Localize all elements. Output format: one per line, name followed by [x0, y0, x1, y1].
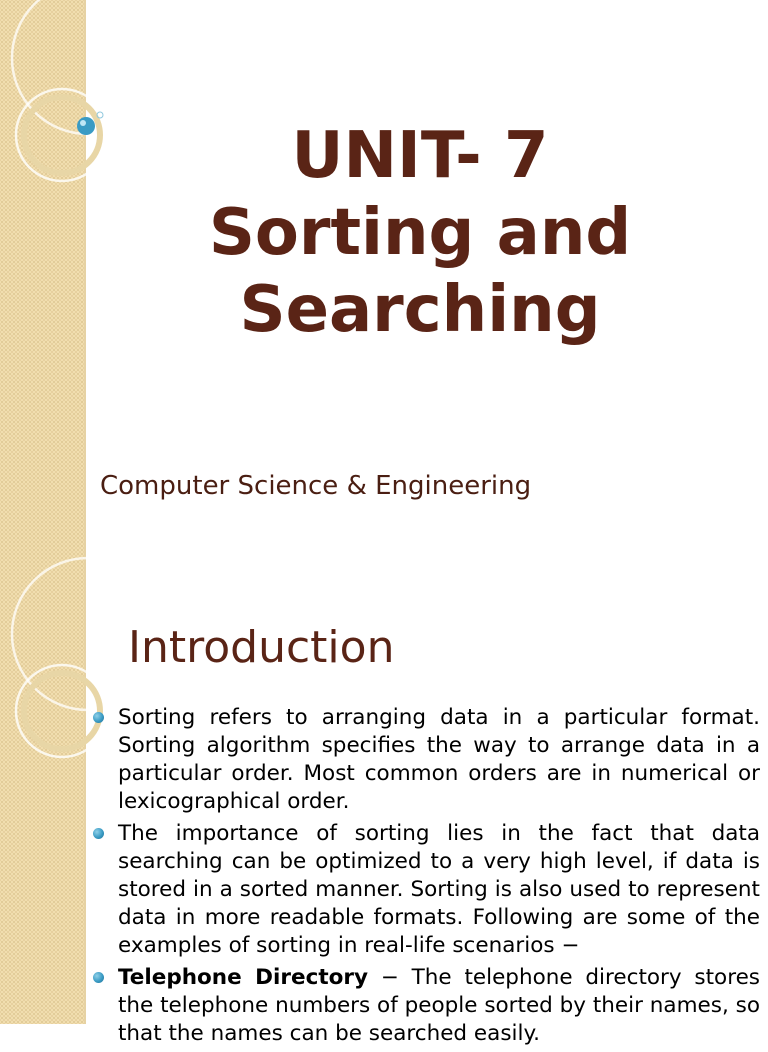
slide-title: [90, 118, 750, 349]
bullet-item: [90, 704, 760, 816]
bullet-icon: [93, 828, 104, 839]
bullet-icon: [93, 972, 104, 983]
bullet-text: − The telephone directory stores the telephone numbers of people sorted by their names, so that the names can be searched easily.: [118, 965, 760, 1046]
slide-subtitle: Computer Science & Engineering: [100, 471, 532, 501]
bullet-list: [90, 704, 760, 1052]
decorative-side-strip: [0, 0, 86, 576]
bullet-item: [90, 820, 760, 960]
bullet-bold-term: Telephone Directory: [118, 965, 368, 990]
bullet-text: Sorting refers to arranging data in a particular format. Sorting algorithm specifies the way to arrange data in a particular order. Most common orders are in numerical or lexicographical order.: [118, 705, 760, 814]
introduction-slide: [0, 576, 768, 1046]
slide-heading: Introduction: [128, 622, 395, 673]
title-line-3: Searching: [239, 273, 601, 347]
title-line-2: Sorting and: [208, 196, 632, 270]
bullet-text: The importance of sorting lies in the fact that data searching can be optimized to a very high level, if data is stored in a sorted manner. Sorting is also used to represent data in more readable formats. Following are some of the examples of sorting in real-life scenarios −: [118, 821, 760, 958]
bullet-item: [90, 964, 760, 1048]
bullet-icon: [93, 712, 104, 723]
title-line-1: UNIT- 7: [291, 119, 549, 193]
decorative-side-strip: [0, 576, 86, 1024]
